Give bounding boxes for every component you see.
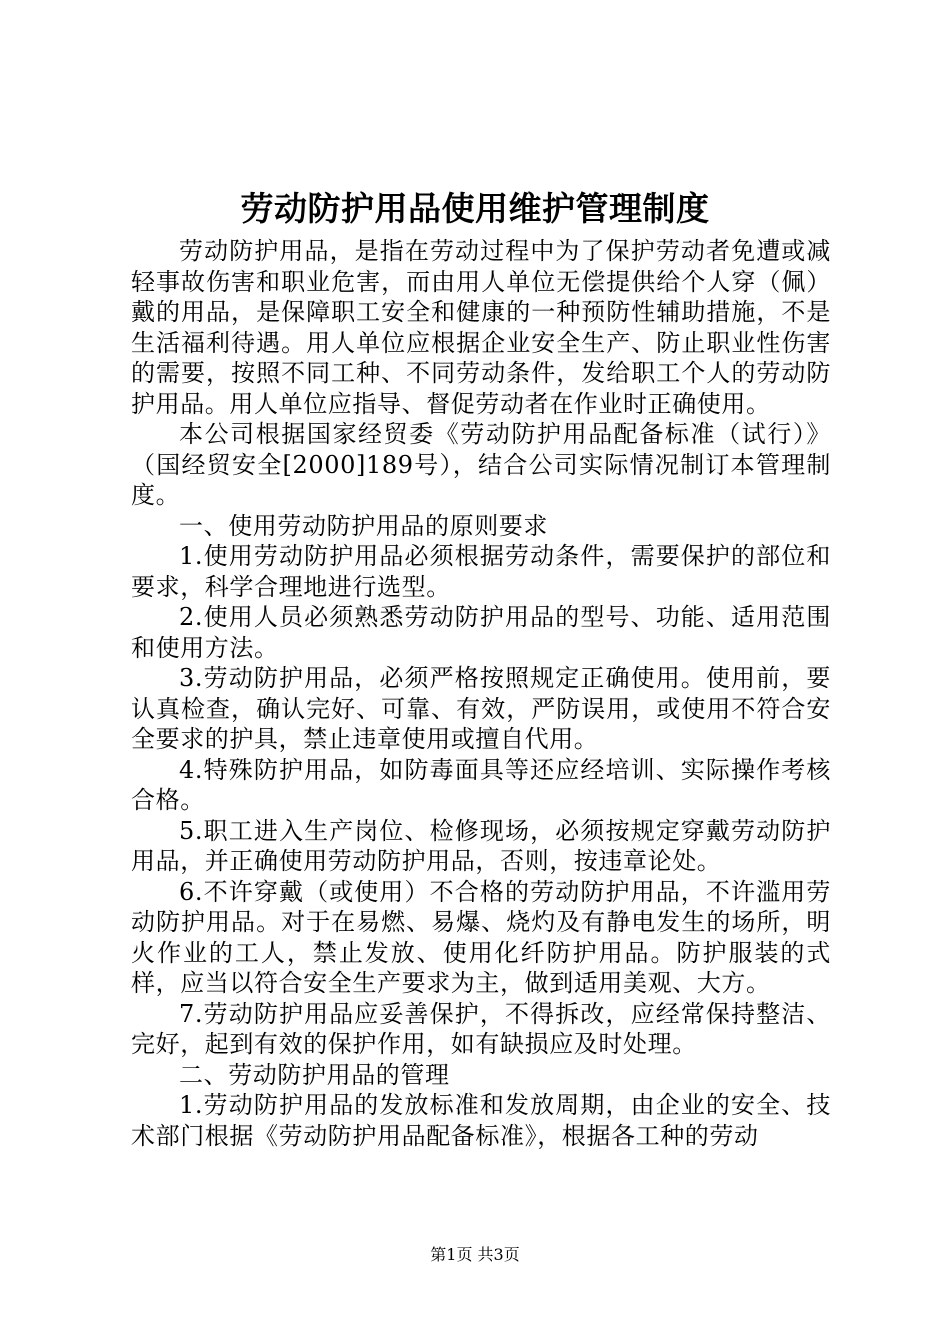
paragraph-basis: 本公司根据国家经贸委《劳动防护用品配备标准（试行）》（国经贸安全[2000]189号），结合公司实际情况制订本管理制度。 <box>131 420 831 509</box>
paragraph-mgmt-item-1: 1.劳动防护用品的发放标准和发放周期，由企业的安全、技术部门根据《劳动防护用品配备标准》，根据各工种的劳动 <box>131 1091 831 1150</box>
paragraph-item-1: 1.使用劳动防护用品必须根据劳动条件，需要保护的部位和要求，科学合理地进行选型。 <box>131 542 831 601</box>
document-body <box>131 236 831 1151</box>
section-heading-2: 二、劳动防护用品的管理 <box>179 1060 450 1089</box>
paragraph-intro: 劳动防护用品，是指在劳动过程中为了保护劳动者免遭或减轻事故伤害和职业危害，而由用人单位无偿提供给个人穿（佩）戴的用品，是保障职工安全和健康的一种预防性辅助措施，不是生活福利待遇。用人单位应根据企业安全生产、防止职业性伤害的需要，按照不同工种、不同劳动条件，发给职工个人的劳动防护用品。用人单位应指导、督促劳动者在作业时正确使用。 <box>131 237 831 418</box>
paragraph-item-6: 6.不许穿戴（或使用）不合格的劳动防护用品，不许滥用劳动防护用品。对于在易燃、易爆、烧灼及有静电发生的场所，明火作业的工人，禁止发放、使用化纤防护用品。防护服装的式样，应当以符合安全生产要求为主，做到适用美观、大方。 <box>131 877 831 997</box>
paragraph-item-7: 7.劳动防护用品应妥善保护，不得拆改，应经常保持整洁、完好，起到有效的保护作用，如有缺损应及时处理。 <box>131 999 831 1058</box>
section-heading-1: 一、使用劳动防护用品的原则要求 <box>179 511 548 540</box>
paragraph-item-5: 5.职工进入生产岗位、检修现场，必须按规定穿戴劳动防护用品，并正确使用劳动防护用品，否则，按违章论处。 <box>131 816 831 875</box>
page-footer: 第1页 共3页 <box>430 1245 520 1264</box>
paragraph-item-2: 2.使用人员必须熟悉劳动防护用品的型号、功能、适用范围和使用方法。 <box>131 603 831 662</box>
document-title: 劳动防护用品使用维护管理制度 <box>240 189 710 228</box>
paragraph-item-3: 3.劳动防护用品，必须严格按照规定正确使用。使用前，要认真检查，确认完好、可靠、有效，严防误用，或使用不符合安全要求的护具，禁止违章使用或擅自代用。 <box>131 664 831 753</box>
paragraph-item-4: 4.特殊防护用品，如防毒面具等还应经培训、实际操作考核合格。 <box>131 755 831 814</box>
